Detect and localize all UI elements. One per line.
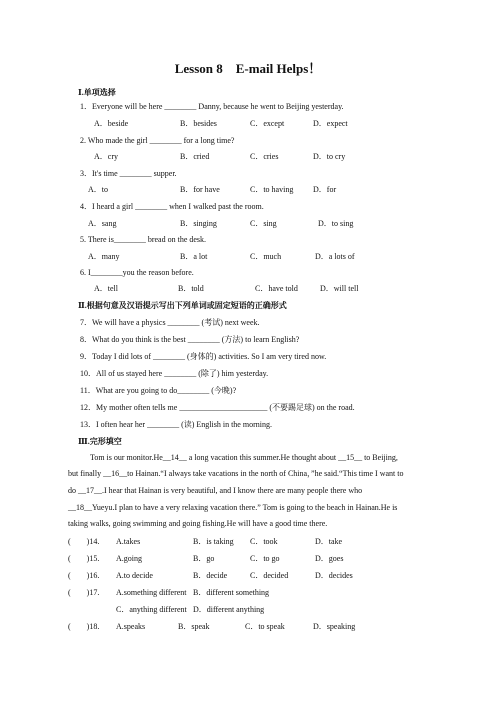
question-4-option-c: C．sing xyxy=(250,219,277,228)
question-8: 8．What do you think is the best ________ (方法) to learn English? xyxy=(80,335,300,344)
cloze-17-option-d: D．different anything xyxy=(193,605,265,614)
question-1-option-a: A．beside xyxy=(94,119,129,128)
question-6-option-d: D．will tell xyxy=(320,284,359,293)
section-3-heading: Ⅲ.完形填空 xyxy=(78,437,122,446)
cloze-15-label: ( )15. xyxy=(68,554,100,563)
cloze-16-option-b: B．decide xyxy=(193,571,228,580)
cloze-18-label: ( )18. xyxy=(68,622,100,631)
question-9: 9．Today I did lots of ________ (身体的) activities. So I am very tired now. xyxy=(80,352,327,361)
question-3-option-c: C．to having xyxy=(250,185,294,194)
question-6-option-b: B．told xyxy=(178,284,204,293)
question-3-option-a: A．to xyxy=(88,185,108,194)
cloze-16-option-c: C．decided xyxy=(250,571,289,580)
question-4-option-b: B．singing xyxy=(180,219,217,228)
question-6-option-c: C．have told xyxy=(255,284,298,293)
passage-line-3: do __17__.I hear that Hainan is very beautiful, and I know there are many people there who xyxy=(68,486,363,495)
question-2-stem: 2. Who made the girl ________ for a long time? xyxy=(80,136,235,145)
question-10: 10．All of us stayed here ________ (除了) him yesterday. xyxy=(80,369,269,378)
cloze-16-option-d: D．decides xyxy=(315,571,353,580)
page-title: Lesson 8 E-mail Helps！ xyxy=(174,61,322,76)
section-1-heading: Ⅰ.单项选择 xyxy=(78,88,116,97)
cloze-17-option-a: A.something different xyxy=(116,588,187,597)
question-13: 13．I often hear her ________ (读) English in the morning. xyxy=(80,420,272,429)
cloze-16-option-a: A.to decide xyxy=(116,571,153,580)
cloze-14-option-a: A.takes xyxy=(116,537,141,546)
cloze-16-label: ( )16. xyxy=(68,571,100,580)
cloze-18-option-d: D．speaking xyxy=(313,622,356,631)
cloze-17-label: ( )17. xyxy=(68,588,100,597)
question-7: 7．We will have a physics ________ (考试) next week. xyxy=(80,318,260,327)
question-4-option-d: D．to sing xyxy=(318,219,354,228)
question-1-option-d: D．expect xyxy=(313,119,348,128)
cloze-15-option-c: C．to go xyxy=(250,554,280,563)
question-5-stem: 5. There is________ bread on the desk. xyxy=(80,235,207,244)
passage-line-1: Tom is our monitor.He__14__ a long vacation this summer.He thought about __15__ to Beijing, xyxy=(90,453,398,462)
cloze-17-option-b: B．different something xyxy=(193,588,270,597)
question-3-option-d: D．for xyxy=(313,185,337,194)
section-2-heading: Ⅱ.根据句意及汉语提示写出下列单词或固定短语的正确形式 xyxy=(78,301,287,310)
question-1-stem: 1．Everyone will be here ________ Danny, because he went to Beijing yesterday. xyxy=(80,102,344,111)
question-3-option-b: B．for have xyxy=(180,185,220,194)
cloze-15-option-a: A.going xyxy=(116,554,142,563)
question-4-option-a: A．sang xyxy=(88,219,117,228)
question-2-option-a: A．cry xyxy=(94,152,118,161)
question-11: 11．What are you going to do________ (今晚)? xyxy=(80,386,237,395)
question-3-stem: 3．It's time ________ supper. xyxy=(80,169,177,178)
cloze-14-option-b: B．is taking xyxy=(193,537,234,546)
cloze-18-option-b: B．speak xyxy=(178,622,210,631)
cloze-18-option-a: A.speaks xyxy=(116,622,146,631)
cloze-17-option-c: C．anything different xyxy=(116,605,187,614)
question-1-option-c: C．except xyxy=(250,119,285,128)
question-1-option-b: B．besides xyxy=(180,119,217,128)
passage-line-5: taking walks, going swimming and going fishing.He will have a good time there. xyxy=(68,519,328,528)
cloze-15-option-b: B．go xyxy=(193,554,215,563)
question-4-stem: 4．I heard a girl ________ when I walked past the room. xyxy=(80,202,264,211)
question-5-option-a: A．many xyxy=(88,252,120,261)
cloze-15-option-d: D．goes xyxy=(315,554,344,563)
question-5-option-b: B．a lot xyxy=(180,252,208,261)
cloze-18-option-c: C．to speak xyxy=(245,622,285,631)
question-2-option-b: B．cried xyxy=(180,152,210,161)
cloze-14-option-c: C．took xyxy=(250,537,278,546)
question-5-option-d: D．a lots of xyxy=(315,252,355,261)
question-12: 12．My mother often tells me ______________________ (不要踢足球) on the road. xyxy=(80,403,355,412)
question-6-option-a: A．tell xyxy=(94,284,118,293)
passage-line-4: __18__Yueyu.I plan to have a very relaxing vacation there.” Tom is going to the beach in Hainan.He is xyxy=(68,503,398,512)
question-6-stem: 6. I________you the reason before. xyxy=(80,268,194,277)
cloze-14-option-d: D．take xyxy=(315,537,343,546)
question-5-option-c: C．much xyxy=(250,252,282,261)
passage-line-2: but finally __16__to Hainan.“I always take vacations in the north of China，”he said.“This time I want to xyxy=(68,469,404,478)
cloze-14-label: ( )14. xyxy=(68,537,100,546)
question-2-option-d: D．to cry xyxy=(313,152,346,161)
question-2-option-c: C．cries xyxy=(250,152,279,161)
